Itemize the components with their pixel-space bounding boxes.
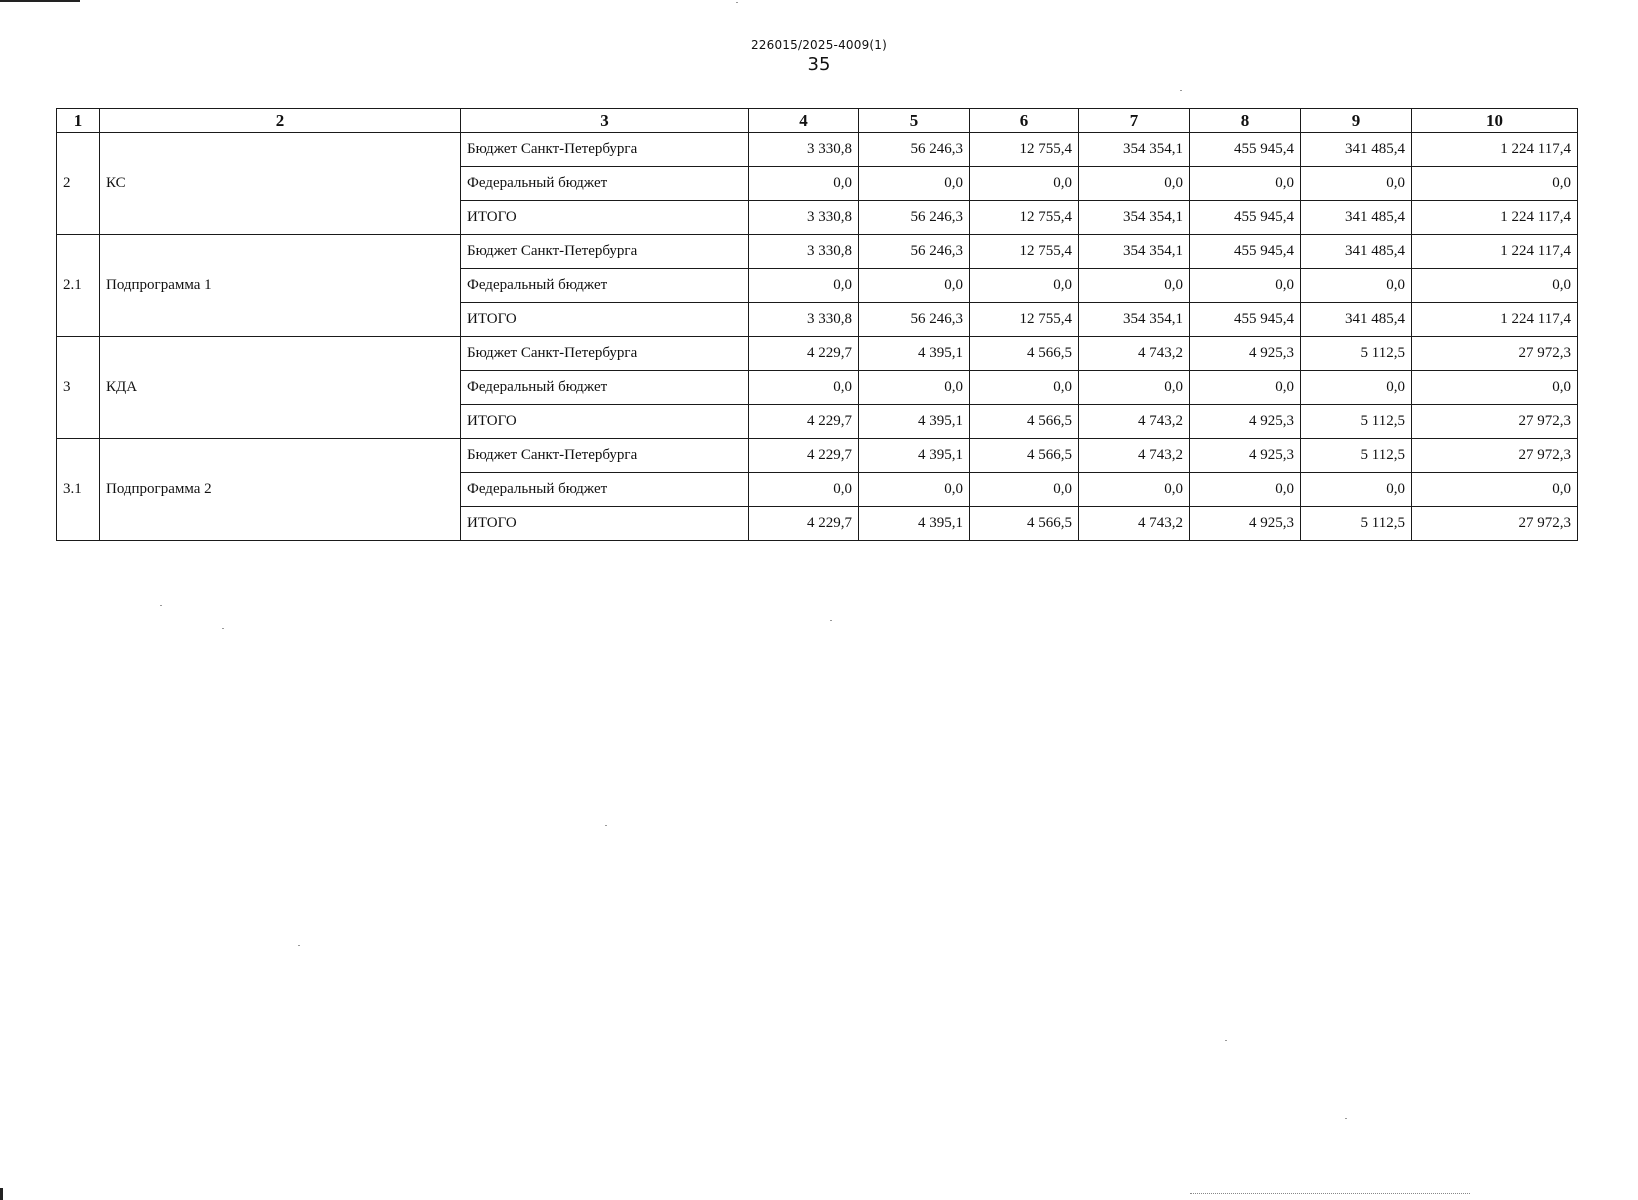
amount-cell: 455 945,4 xyxy=(1190,235,1301,269)
program-name-cell: Подпрограмма 2 xyxy=(100,439,461,541)
amount-cell: 0,0 xyxy=(749,473,859,507)
amount-cell: 0,0 xyxy=(1301,473,1412,507)
amount-cell: 56 246,3 xyxy=(859,303,970,337)
scan-speck xyxy=(830,620,832,621)
amount-cell: 354 354,1 xyxy=(1079,201,1190,235)
funding-source-cell: Федеральный бюджет xyxy=(461,269,749,303)
amount-cell: 0,0 xyxy=(1301,371,1412,405)
scan-speck xyxy=(1225,1040,1227,1041)
amount-cell: 27 972,3 xyxy=(1412,337,1578,371)
amount-cell: 12 755,4 xyxy=(970,133,1079,167)
amount-cell: 4 925,3 xyxy=(1190,507,1301,541)
amount-cell: 354 354,1 xyxy=(1079,303,1190,337)
funding-source-cell: Федеральный бюджет xyxy=(461,167,749,201)
amount-cell: 4 566,5 xyxy=(970,337,1079,371)
amount-cell: 341 485,4 xyxy=(1301,201,1412,235)
amount-cell: 4 395,1 xyxy=(859,405,970,439)
program-name-cell: КС xyxy=(100,133,461,235)
amount-cell: 0,0 xyxy=(1301,167,1412,201)
row-index-cell: 3 xyxy=(57,337,100,439)
budget-table xyxy=(56,108,1578,541)
scan-speck xyxy=(605,825,607,826)
amount-cell: 4 925,3 xyxy=(1190,439,1301,473)
amount-cell: 4 229,7 xyxy=(749,507,859,541)
amount-cell: 0,0 xyxy=(970,371,1079,405)
table-row xyxy=(57,133,1578,167)
column-header: 7 xyxy=(1079,109,1190,133)
amount-cell: 455 945,4 xyxy=(1190,133,1301,167)
amount-cell: 4 395,1 xyxy=(859,507,970,541)
amount-cell: 4 566,5 xyxy=(970,507,1079,541)
table-body xyxy=(57,133,1578,541)
amount-cell: 354 354,1 xyxy=(1079,235,1190,269)
amount-cell: 27 972,3 xyxy=(1412,507,1578,541)
column-header: 8 xyxy=(1190,109,1301,133)
scan-speck xyxy=(298,945,300,946)
amount-cell: 354 354,1 xyxy=(1079,133,1190,167)
column-header: 6 xyxy=(970,109,1079,133)
amount-cell: 3 330,8 xyxy=(749,201,859,235)
amount-cell: 4 743,2 xyxy=(1079,405,1190,439)
scan-speck xyxy=(222,628,224,629)
amount-cell: 27 972,3 xyxy=(1412,405,1578,439)
funding-source-cell: Бюджет Санкт-Петербурга xyxy=(461,235,749,269)
funding-source-cell: ИТОГО xyxy=(461,405,749,439)
funding-source-cell: Федеральный бюджет xyxy=(461,371,749,405)
column-header: 1 xyxy=(57,109,100,133)
amount-cell: 4 566,5 xyxy=(970,405,1079,439)
scan-speck xyxy=(1345,1118,1347,1119)
amount-cell: 0,0 xyxy=(859,371,970,405)
document-number: 226015/2025-4009(1) xyxy=(750,38,888,52)
amount-cell: 4 925,3 xyxy=(1190,405,1301,439)
amount-cell: 0,0 xyxy=(749,167,859,201)
amount-cell: 3 330,8 xyxy=(749,235,859,269)
funding-source-cell: ИТОГО xyxy=(461,507,749,541)
amount-cell: 5 112,5 xyxy=(1301,507,1412,541)
amount-cell: 56 246,3 xyxy=(859,133,970,167)
amount-cell: 0,0 xyxy=(1079,473,1190,507)
amount-cell: 0,0 xyxy=(1079,371,1190,405)
funding-source-cell: Бюджет Санкт-Петербурга xyxy=(461,133,749,167)
amount-cell: 4 743,2 xyxy=(1079,337,1190,371)
amount-cell: 0,0 xyxy=(1190,473,1301,507)
amount-cell: 3 330,8 xyxy=(749,303,859,337)
funding-source-cell: Федеральный бюджет xyxy=(461,473,749,507)
amount-cell: 0,0 xyxy=(859,473,970,507)
amount-cell: 3 330,8 xyxy=(749,133,859,167)
scan-edge-mark xyxy=(0,1188,3,1200)
amount-cell: 12 755,4 xyxy=(970,235,1079,269)
funding-source-cell: ИТОГО xyxy=(461,201,749,235)
amount-cell: 4 743,2 xyxy=(1079,439,1190,473)
amount-cell: 0,0 xyxy=(749,269,859,303)
table-header-row xyxy=(57,109,1578,133)
amount-cell: 0,0 xyxy=(1190,269,1301,303)
amount-cell: 0,0 xyxy=(1190,167,1301,201)
amount-cell: 0,0 xyxy=(859,269,970,303)
table-row xyxy=(57,235,1578,269)
funding-source-cell: ИТОГО xyxy=(461,303,749,337)
amount-cell: 0,0 xyxy=(1079,167,1190,201)
amount-cell: 4 395,1 xyxy=(859,439,970,473)
amount-cell: 341 485,4 xyxy=(1301,235,1412,269)
funding-source-cell: Бюджет Санкт-Петербурга xyxy=(461,439,749,473)
scan-speck xyxy=(1180,90,1182,91)
scan-speck xyxy=(736,2,738,3)
amount-cell: 455 945,4 xyxy=(1190,201,1301,235)
amount-cell: 0,0 xyxy=(1412,371,1578,405)
amount-cell: 12 755,4 xyxy=(970,303,1079,337)
column-header: 9 xyxy=(1301,109,1412,133)
amount-cell: 4 743,2 xyxy=(1079,507,1190,541)
amount-cell: 0,0 xyxy=(970,473,1079,507)
column-header: 3 xyxy=(461,109,749,133)
amount-cell: 56 246,3 xyxy=(859,235,970,269)
amount-cell: 0,0 xyxy=(749,371,859,405)
amount-cell: 0,0 xyxy=(1301,269,1412,303)
amount-cell: 1 224 117,4 xyxy=(1412,303,1578,337)
amount-cell: 4 566,5 xyxy=(970,439,1079,473)
amount-cell: 1 224 117,4 xyxy=(1412,133,1578,167)
row-index-cell: 3.1 xyxy=(57,439,100,541)
amount-cell: 4 229,7 xyxy=(749,337,859,371)
column-header: 5 xyxy=(859,109,970,133)
amount-cell: 4 395,1 xyxy=(859,337,970,371)
amount-cell: 56 246,3 xyxy=(859,201,970,235)
column-header: 10 xyxy=(1412,109,1578,133)
row-index-cell: 2 xyxy=(57,133,100,235)
amount-cell: 1 224 117,4 xyxy=(1412,201,1578,235)
program-name-cell: КДА xyxy=(100,337,461,439)
funding-source-cell: Бюджет Санкт-Петербурга xyxy=(461,337,749,371)
amount-cell: 27 972,3 xyxy=(1412,439,1578,473)
scan-speck xyxy=(160,605,162,606)
program-name-cell: Подпрограмма 1 xyxy=(100,235,461,337)
amount-cell: 0,0 xyxy=(1412,473,1578,507)
amount-cell: 12 755,4 xyxy=(970,201,1079,235)
page-number: 35 xyxy=(807,54,831,75)
row-index-cell: 2.1 xyxy=(57,235,100,337)
amount-cell: 341 485,4 xyxy=(1301,303,1412,337)
amount-cell: 1 224 117,4 xyxy=(1412,235,1578,269)
scan-artifact-strip xyxy=(1190,1193,1470,1198)
amount-cell: 0,0 xyxy=(1412,167,1578,201)
table-row xyxy=(57,337,1578,371)
amount-cell: 0,0 xyxy=(1190,371,1301,405)
amount-cell: 4 925,3 xyxy=(1190,337,1301,371)
amount-cell: 5 112,5 xyxy=(1301,439,1412,473)
amount-cell: 0,0 xyxy=(970,269,1079,303)
amount-cell: 0,0 xyxy=(1412,269,1578,303)
amount-cell: 455 945,4 xyxy=(1190,303,1301,337)
amount-cell: 0,0 xyxy=(1079,269,1190,303)
amount-cell: 4 229,7 xyxy=(749,405,859,439)
amount-cell: 341 485,4 xyxy=(1301,133,1412,167)
scan-edge-mark xyxy=(0,0,80,2)
table-row xyxy=(57,439,1578,473)
amount-cell: 4 229,7 xyxy=(749,439,859,473)
amount-cell: 5 112,5 xyxy=(1301,405,1412,439)
column-header: 4 xyxy=(749,109,859,133)
amount-cell: 0,0 xyxy=(859,167,970,201)
amount-cell: 0,0 xyxy=(970,167,1079,201)
column-header: 2 xyxy=(100,109,461,133)
amount-cell: 5 112,5 xyxy=(1301,337,1412,371)
